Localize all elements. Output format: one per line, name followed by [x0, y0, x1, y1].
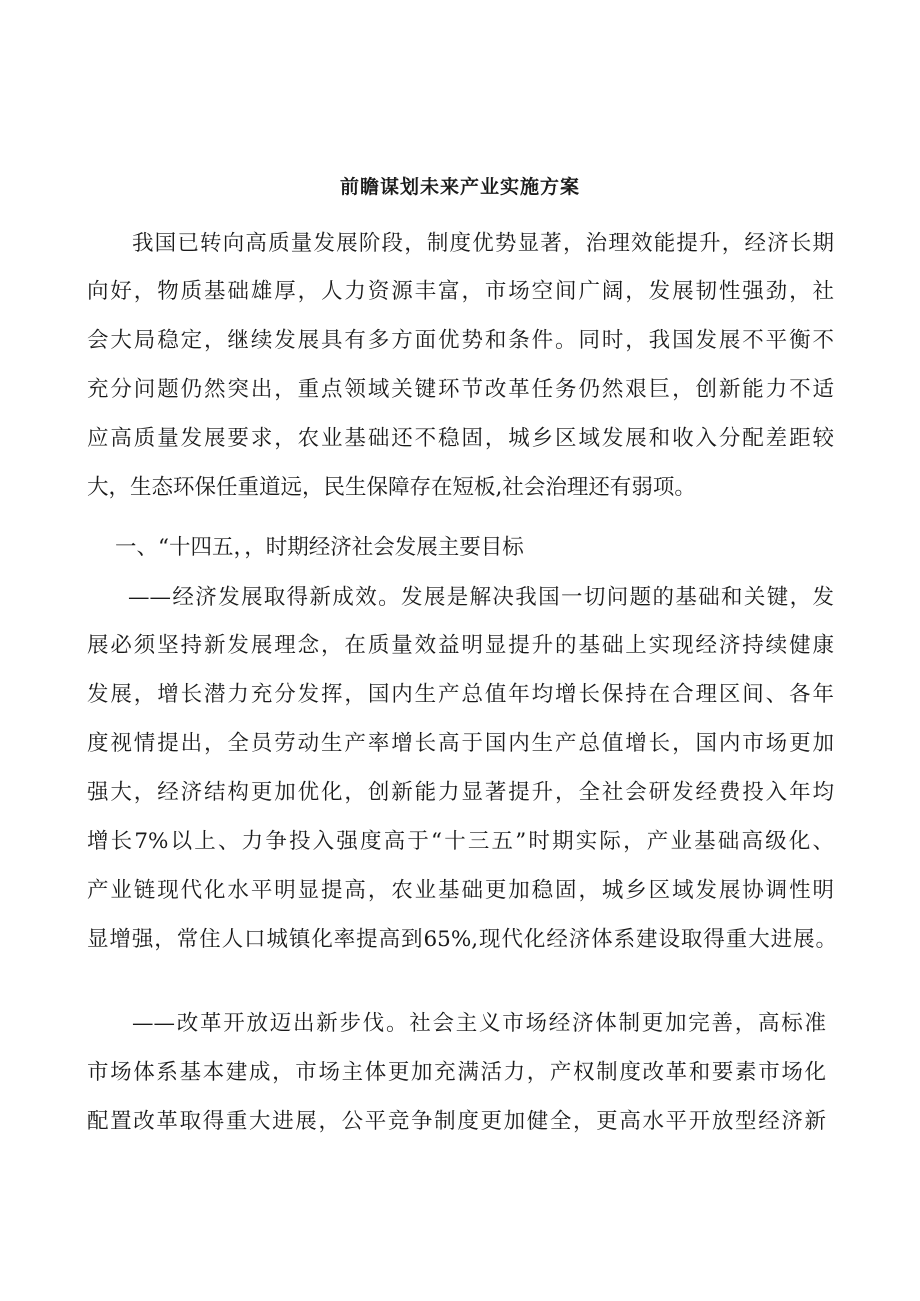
paragraph-line: 向好，物质基础雄厚，人力资源丰富，市场空间广阔，发展韧性强劲，社 [87, 279, 834, 304]
paragraph-line: 增长7%以上、力争投入强度高于“十三五”时期实际，产业基础高级化、 [87, 829, 834, 854]
paragraph-line: 产业链现代化水平明显提高，农业基础更加稳固，城乡区域发展协调性明 [87, 878, 834, 903]
paragraph-line: 发展，增长潜力充分发挥，国内生产总值年均增长保持在合理区间、各年 [87, 682, 834, 707]
paragraph-line: ——经济发展取得新成效。发展是解决我国一切问题的基础和关键，发 [128, 585, 834, 610]
section-heading: 一、“十四五，，时期经济社会发展主要目标 [115, 535, 524, 560]
document-title: 前瞻谋划未来产业实施方案 [339, 176, 580, 198]
paragraph-line: 充分问题仍然突出，重点领域关键环节改革任务仍然艰巨，创新能力不适 [87, 377, 834, 402]
paragraph-line: ——改革开放迈出新步伐。社会主义市场经济体制更加完善，高标准 [132, 1011, 826, 1036]
paragraph-line: 我国已转向高质量发展阶段，制度优势显著，治理效能提升，经济长期 [132, 231, 834, 256]
paragraph-line: 强大，经济结构更加优化，创新能力显著提升，全社会研发经费投入年均 [87, 780, 834, 805]
paragraph-line: 显增强，常住人口城镇化率提高到65%,现代化经济体系建设取得重大进展。 [87, 927, 837, 952]
paragraph-line: 市场体系基本建成，市场主体更加充满活力，产权制度改革和要素市场化 [87, 1060, 826, 1085]
paragraph-line: 度视情提出，全员劳动生产率增长高于国内生产总值增长，国内市场更加 [87, 731, 834, 756]
paragraph-line: 配置改革取得重大进展，公平竞争制度更加健全，更高水平开放型经济新 [87, 1109, 826, 1134]
paragraph-line: 应高质量发展要求，农业基础还不稳固，城乡区域发展和收入分配差距较 [87, 426, 834, 451]
paragraph-line: 大，生态环保任重道远，民生保障存在短板,社会治理还有弱项。 [87, 475, 696, 500]
paragraph-line: 展必须坚持新发展理念，在质量效益明显提升的基础上实现经济持续健康 [87, 633, 834, 658]
paragraph-line: 会大局稳定，继续发展具有多方面优势和条件。同时，我国发展不平衡不 [87, 328, 834, 353]
